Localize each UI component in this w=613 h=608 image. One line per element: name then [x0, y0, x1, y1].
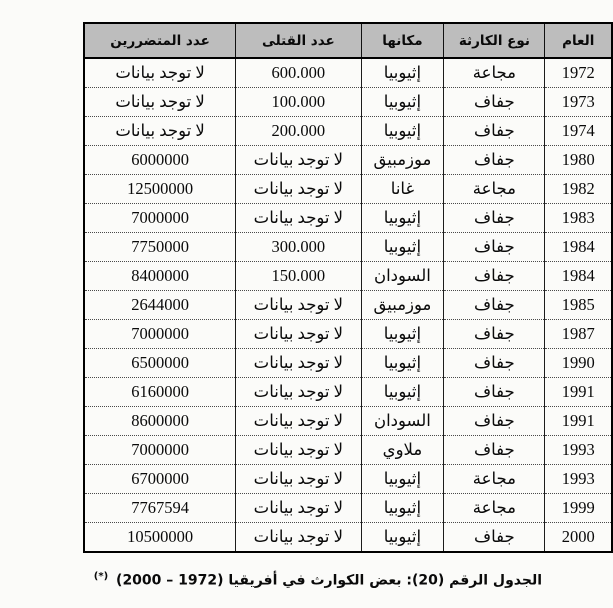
table-row [84, 494, 612, 523]
cell-deaths: لا توجد بيانات [236, 320, 361, 349]
cell-year: 1991 [545, 407, 612, 436]
cell-deaths: لا توجد بيانات [236, 494, 361, 523]
cell-year: 1984 [545, 233, 612, 262]
cell-year: 1973 [545, 88, 612, 117]
cell-year: 1990 [545, 349, 612, 378]
cell-year: 1991 [545, 378, 612, 407]
cell-year: 1984 [545, 262, 612, 291]
table-row [84, 407, 612, 436]
cell-affected: 7000000 [84, 436, 236, 465]
cell-place: السودان [361, 262, 444, 291]
cell-place: إثيوبيا [361, 88, 444, 117]
caption-footnote-marker: (*) [93, 571, 109, 582]
cell-year: 1993 [545, 436, 612, 465]
cell-deaths: لا توجد بيانات [236, 436, 361, 465]
cell-deaths: لا توجد بيانات [236, 378, 361, 407]
cell-place: إثيوبيا [361, 233, 444, 262]
cell-year: 1985 [545, 291, 612, 320]
cell-year: 1974 [545, 117, 612, 146]
table-row [84, 465, 612, 494]
table-body [84, 58, 612, 552]
cell-type: مجاعة [444, 465, 545, 494]
cell-year: 1983 [545, 204, 612, 233]
cell-affected: 7000000 [84, 320, 236, 349]
cell-type: جفاف [444, 291, 545, 320]
cell-deaths: لا توجد بيانات [236, 407, 361, 436]
cell-deaths: لا توجد بيانات [236, 523, 361, 553]
cell-place: إثيوبيا [361, 494, 444, 523]
cell-deaths: 100.000 [236, 88, 361, 117]
cell-type: جفاف [444, 320, 545, 349]
disasters-table [83, 22, 613, 553]
cell-affected: 12500000 [84, 175, 236, 204]
cell-deaths: لا توجد بيانات [236, 465, 361, 494]
cell-place: إثيوبيا [361, 58, 444, 88]
cell-type: جفاف [444, 262, 545, 291]
cell-type: جفاف [444, 204, 545, 233]
cell-year: 1987 [545, 320, 612, 349]
cell-place: إثيوبيا [361, 378, 444, 407]
cell-type: جفاف [444, 349, 545, 378]
cell-deaths: لا توجد بيانات [236, 175, 361, 204]
table-row [84, 262, 612, 291]
cell-deaths: 600.000 [236, 58, 361, 88]
caption-text: الجدول الرقم (20): بعض الكوارث في أفريقيا (1972 – 2000) [116, 572, 542, 589]
cell-affected: 2644000 [84, 291, 236, 320]
cell-affected: 6700000 [84, 465, 236, 494]
cell-type: جفاف [444, 88, 545, 117]
table-row [84, 175, 612, 204]
cell-deaths: 300.000 [236, 233, 361, 262]
cell-affected: 6160000 [84, 378, 236, 407]
cell-place: غانا [361, 175, 444, 204]
cell-affected: 6000000 [84, 146, 236, 175]
cell-place: ملاوي [361, 436, 444, 465]
cell-affected: 7767594 [84, 494, 236, 523]
table-row [84, 320, 612, 349]
table-row [84, 349, 612, 378]
cell-year: 1980 [545, 146, 612, 175]
table-row [84, 117, 612, 146]
table-caption [83, 571, 578, 589]
cell-place: إثيوبيا [361, 465, 444, 494]
cell-type: جفاف [444, 378, 545, 407]
cell-year: 1993 [545, 465, 612, 494]
cell-type: مجاعة [444, 494, 545, 523]
cell-affected: 6500000 [84, 349, 236, 378]
column-header-disaster-type: نوع الكارثة [444, 23, 545, 58]
cell-affected: 7750000 [84, 233, 236, 262]
cell-type: جفاف [444, 436, 545, 465]
cell-deaths: 200.000 [236, 117, 361, 146]
cell-place: إثيوبيا [361, 320, 444, 349]
column-header-location: مكانها [361, 23, 444, 58]
cell-deaths: لا توجد بيانات [236, 146, 361, 175]
cell-place: إثيوبيا [361, 349, 444, 378]
cell-place: موزمبيق [361, 146, 444, 175]
cell-year: 2000 [545, 523, 612, 553]
table-row [84, 88, 612, 117]
table-row [84, 233, 612, 262]
column-header-affected: عدد المتضررين [84, 23, 236, 58]
cell-deaths: 150.000 [236, 262, 361, 291]
cell-type: جفاف [444, 233, 545, 262]
table-row [84, 523, 612, 553]
cell-place: السودان [361, 407, 444, 436]
cell-type: جفاف [444, 523, 545, 553]
cell-deaths: لا توجد بيانات [236, 349, 361, 378]
cell-place: إثيوبيا [361, 117, 444, 146]
cell-type: جفاف [444, 117, 545, 146]
cell-deaths: لا توجد بيانات [236, 291, 361, 320]
table-row [84, 291, 612, 320]
cell-affected: 7000000 [84, 204, 236, 233]
cell-affected: لا توجد بيانات [84, 88, 236, 117]
cell-affected: 10500000 [84, 523, 236, 553]
cell-affected: لا توجد بيانات [84, 117, 236, 146]
table-row [84, 58, 612, 88]
table-row [84, 146, 612, 175]
table-row [84, 204, 612, 233]
cell-place: إثيوبيا [361, 523, 444, 553]
table-row [84, 436, 612, 465]
cell-affected: 8400000 [84, 262, 236, 291]
table-header-row [84, 23, 612, 58]
column-header-deaths: عدد القتلى [236, 23, 361, 58]
cell-place: موزمبيق [361, 291, 444, 320]
column-header-year: العام [545, 23, 612, 58]
cell-type: مجاعة [444, 175, 545, 204]
table-row [84, 378, 612, 407]
cell-year: 1982 [545, 175, 612, 204]
cell-year: 1999 [545, 494, 612, 523]
cell-type: جفاف [444, 407, 545, 436]
cell-affected: 8600000 [84, 407, 236, 436]
cell-place: إثيوبيا [361, 204, 444, 233]
cell-year: 1972 [545, 58, 612, 88]
cell-type: مجاعة [444, 58, 545, 88]
cell-type: جفاف [444, 146, 545, 175]
cell-affected: لا توجد بيانات [84, 58, 236, 88]
cell-deaths: لا توجد بيانات [236, 204, 361, 233]
